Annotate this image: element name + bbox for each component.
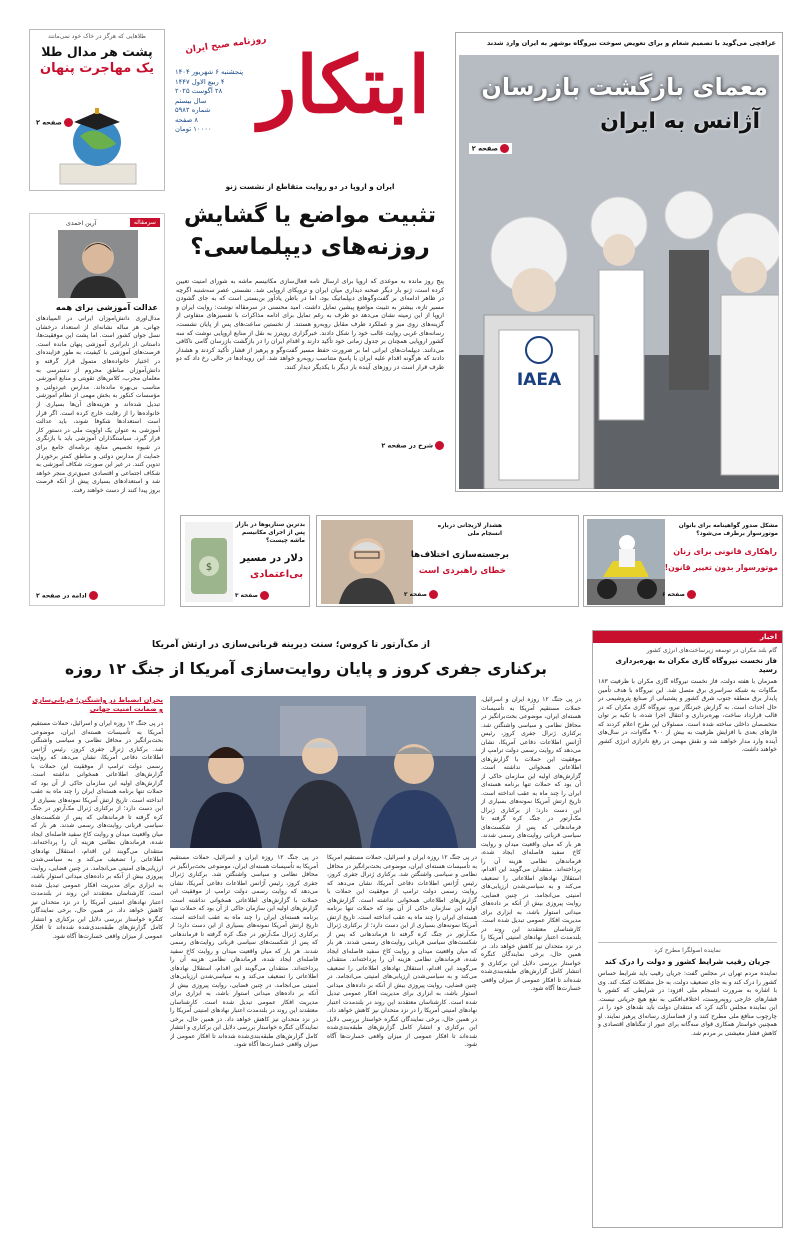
feature-col-middle-left: در پی جنگ ۱۲ روزه ایران و اسرائیل، حملات مستقیم آمریکا به تأسیسات هسته‌ای ایران، موضوعی بحث‌برانگیز در محافل نظامی و سیاسی واشنگتن شد. برکناری ژنرال جفری کروز، رئیس آژانس اطلاعات دفاعی آمریکا، نشان می‌دهد که روایت رسمی دولت ترامپ از موفقیت این حملات با گزارش‌های اطلاعاتی همخوانی نداشته است. گزارش‌های اولیه این سازمان حاکی از آن بود که حملات تنها برنامه هسته‌ای ایران را چند ماه به عقب انداخته است. تاریخ ارتش آمریکا نمونه‌های بسیاری از این دست دارد؛ از برکناری ژنرال مک‌آرتور در جنگ کره گرفته تا فرماندهانی که پس از شکست‌های سیاسی قربانی روایت‌های رسمی شدند. هر بار که میان واقعیت میدان و روایت کاخ سفید فاصله‌ای ایجاد شده، فرماندهان نظامی هزینه آن را پرداخته‌اند. منتقدان می‌گویند این اقدام، استقلال نهادهای اطلاعاتی را تضعیف می‌کند و به سیاسی‌شدن ارزیابی‌های امنیتی می‌انجامد. در چنین فضایی، روایت پیروزی بیش از آنکه بر داده‌های میدانی استوار باشد، به ابزاری برای مدیریت افکار عمومی تبدیل شده است. کارشناسان معتقدند این روند در بلندمدت اعتبار نهادهای امنیتی آمریکا را در نزد متحدان نیز کاهش خواهد داد. در همین حال، برخی نمایندگان کنگره خواستار بررسی دلایل این برکناری و انتشار کامل گزارش‌های طبقه‌بندی‌شده شده‌اند تا افکار عمومی از میزان واقعی خسارت‌ها آگاه شود. (170, 854, 318, 1048)
news-column (592, 630, 783, 1228)
column-title: عدالت آموزشی برای همه (55, 302, 158, 312)
news-item-2-title: جریان رقیب شرایط کشور و دولت را درک کند (604, 957, 771, 966)
news-item-1-body: همزمان با هفته دولت، فاز نخست نیروگاه گازی مکران با ظرفیت ۱۸۳ مگاوات به شبکه سراسری برق متصل شد. این نیروگاه با هدف تأمین پایدار برق منطقه جنوب شرق کشور و پشتیبانی از صنایع پتروشیمی در حال احداث است. به گزارش خبرنگار نیرو، نیروگاه گازی مکران که در قالب قرارداد ساخت، بهره‌برداری و انتقال اجرا شده، با تکیه بر توان متخصصان داخلی ساخته شده است. مسئولان این طرح اعلام کردند که فازهای بعدی با افزایش ظرفیت به بیش از ۹۰۰ مگاوات، در سال‌های آینده وارد مدار خواهند شد و نقش مهمی در رفع ناترازی انرژی کشور خواهند داشت. (598, 678, 777, 753)
teaser-motorcycle[interactable] (583, 515, 783, 607)
column-body: مدال‌آوری دانش‌آموزان ایرانی در المپیادهای جهانی، هر ساله نشانه‌ای از استعداد درخشان نسل جوان کشور است. اما پشت این موفقیت‌ها، داستانی از نابرابری آموزشی پنهان مانده است. فرصت‌های آموزشی با کیفیت، به طور فزاینده‌ای در اختیار خانواده‌های متمول قرار گرفته و دانش‌آموزان مناطق محروم از دسترسی به معلمان مجرب، کلاس‌های تقویتی و منابع آموزشی مناسب بی‌بهره مانده‌اند. مدارس غیردولتی و مؤسسات کنکور به بخش مهمی از نظام آموزشی تبدیل شده‌اند و هزینه‌های آن‌ها بسیاری از خانواده‌ها را از رقابت خارج کرده است. اگر قرار است استعدادها شکوفا شوند، باید عدالت آموزشی به عنوان یک اولویت ملی در دستور کار قرار گیرد. سیاستگذاران آموزشی باید با بازنگری در شیوه تخصیص منابع، برنامه‌ای جامع برای حمایت از مدارس دولتی و مناطق کمتر برخوردار تدوین کنند. در غیر این صورت، شکاف آموزشی به شکاف اجتماعی و اقتصادی عمیق‌تری منجر خواهد شد و استعدادهای بسیاری پیش از آنکه فرصت بروز پیدا کنند از دست خواهند رفت. (36, 315, 160, 494)
news-header: اخبار (593, 631, 782, 643)
masthead-slogan: روزنامه صبح ایران (184, 34, 268, 56)
feature-quote: بحران انضباط در واشنگتن؛ قربانی‌سازی و ضمانت امنیت جهانی (32, 696, 163, 713)
svg-text:$: $ (205, 562, 213, 573)
column-more: ادامه در صفحه ۲ (36, 591, 98, 600)
promo-box-migration[interactable] (29, 29, 165, 191)
feature-photo (170, 696, 476, 848)
page-dot-icon (435, 441, 444, 450)
feature-col-left (31, 696, 163, 1216)
masthead-info (175, 68, 255, 135)
teaser-2-page: صفحه ۲ (404, 590, 438, 599)
lead-sup: ایران و اروپا در دو روایت متقاطع از نشست ژنو (225, 182, 395, 191)
page-count: ۸ صفحه (175, 115, 199, 124)
news-item-2[interactable] (593, 947, 782, 1228)
teaser-2-title-2: خطای راهبردی است (418, 566, 506, 576)
larijani-photo (321, 520, 413, 604)
issue-number: شماره ۵۹۸۲ (175, 106, 211, 114)
promo-title-1: پشت هر مدال طلا (41, 44, 153, 59)
teaser-1-sup: بدترین سناریوها در بازار پس از اجرای مکانیسم ماشه چیست؟ (235, 522, 305, 544)
page-dot-icon (260, 591, 269, 600)
feature-title: برکناری جفری کروز و پایان روایت‌سازی آمریکا از جنگ ۱۲ روزه (65, 660, 547, 678)
hero-title-1: معمای بازگشت بازرسان (481, 73, 768, 101)
hero-sup: عراقچی می‌گوید با تصمیم شعام و برای تعویض سوخت نیروگاه بوشهر به ایران وارد شدند (486, 39, 776, 47)
teaser-1-title-2: بی‌اعتمادی (250, 569, 303, 580)
lead-story[interactable] (176, 182, 444, 500)
page-dot-icon (687, 590, 696, 599)
promo-title-2: یک مهاجرت پنهان (39, 61, 155, 76)
editorial-column[interactable] (29, 213, 165, 606)
author-avatar (58, 230, 138, 298)
teaser-2-sup: هشدار لاریجانی درباره انسجام ملی (437, 523, 502, 537)
teaser-dollar[interactable] (180, 515, 310, 607)
feature-article[interactable] (31, 640, 581, 1225)
hero-page-ref: صفحه ۲ (469, 143, 512, 154)
teaser-3-page: صفحه ۶ (662, 590, 696, 599)
teaser-1-page: صفحه ۳ (235, 591, 269, 600)
date-gregorian: ۲۸ آگوست ۲۰۲۵ (175, 87, 223, 95)
page-dot-icon (500, 144, 509, 153)
teaser-1-title: دلار در مسیر (240, 553, 303, 564)
teaser-3-title: راهکاری قانونی برای زنان (673, 547, 777, 556)
news-item-1-title: فاز نخست نیروگاه گازی مکران به بهره‌برداری رسید (615, 656, 777, 674)
date-hijri: ۴ ربیع الاول ۱۴۴۷ (175, 77, 225, 86)
news-item-1[interactable] (593, 643, 782, 938)
year-label: سال بیستم (175, 96, 207, 105)
column-author: آرین احمدی (66, 220, 97, 227)
globe-illustration (52, 100, 142, 188)
news-item-2-sup: نماینده اصولگرا مطرح کرد (654, 947, 721, 954)
teaser-3-title-2: موتورسوار بدون تغییر قانون! (664, 563, 778, 572)
date-persian: پنجشنبه ۶ شهریور ۱۴۰۴ (175, 68, 244, 76)
teaser-3-sup: مشکل صدور گواهینامه برای بانوان موتورسوار برطرف می‌شود؟ (678, 523, 778, 537)
news-divider (598, 942, 777, 943)
lead-title-2: روزنه‌های دیپلماسی؟ (190, 234, 430, 260)
news-item-1-sup: گام بلند مکران در توسعه زیرساخت‌های انرژی کشور (646, 647, 777, 654)
masthead (175, 26, 440, 176)
column-label: سرمقاله (130, 218, 160, 227)
lead-title-1: تثبیت مواضع یا گشایش (183, 203, 437, 228)
page-dot-icon (89, 591, 98, 600)
motorcycle-photo (587, 519, 665, 605)
dollar-photo (185, 522, 233, 602)
promo-page-ref: صفحه ۲ (36, 118, 73, 127)
feature-col-middle-right: در پی جنگ ۱۲ روزه ایران و اسرائیل، حملات مستقیم آمریکا به تأسیسات هسته‌ای ایران، موضوعی بحث‌برانگیز در محافل نظامی و سیاسی واشنگتن شد. برکناری ژنرال جفری کروز، رئیس آژانس اطلاعات دفاعی آمریکا، نشان می‌دهد که روایت رسمی دولت ترامپ از موفقیت این حملات با گزارش‌های اطلاعاتی همخوانی نداشته است. گزارش‌های اولیه این سازمان حاکی از آن بود که حملات تنها برنامه هسته‌ای ایران را چند ماه به عقب انداخته است. تاریخ ارتش آمریکا نمونه‌های بسیاری از این دست دارد؛ از برکناری ژنرال مک‌آرتور در جنگ کره گرفته تا فرماندهانی که پس از شکست‌های سیاسی قربانی روایت‌های رسمی شدند. هر بار که میان واقعیت میدان و روایت کاخ سفید فاصله‌ای ایجاد شده، فرماندهان نظامی هزینه آن را پرداخته‌اند. منتقدان می‌گویند این اقدام، استقلال نهادهای اطلاعاتی را تضعیف می‌کند و به سیاسی‌شدن ارزیابی‌های امنیتی می‌انجامد. در چنین فضایی، روایت پیروزی بیش از آنکه بر داده‌های میدانی استوار باشد، به ابزاری برای مدیریت افکار عمومی تبدیل شده است. کارشناسان معتقدند این روند در بلندمدت اعتبار نهادهای امنیتی آمریکا را در نزد متحدان نیز کاهش خواهد داد. در همین حال، برخی نمایندگان کنگره خواستار بررسی دلایل این برکناری و انتشار کامل گزارش‌های طبقه‌بندی‌شده شده‌اند تا افکار عمومی از میزان واقعی خسارت‌ها آگاه شود. (327, 854, 477, 1048)
svg-text:IAEA: IAEA (516, 370, 562, 390)
teaser-larijani[interactable] (316, 515, 579, 607)
hero-title-2: آژانس به ایران (600, 109, 760, 134)
hero-story[interactable] (455, 32, 783, 492)
promo-sup: طلاهایی که هرگز در خاک خود نمی‌مانند (48, 33, 146, 40)
lead-more: شرح در صفحه ۲ (176, 441, 444, 450)
page-dot-icon (64, 118, 73, 127)
feature-col-right: در پی جنگ ۱۲ روزه ایران و اسرائیل، حملات مستقیم آمریکا به تأسیسات هسته‌ای ایران، موضوعی بحث‌برانگیز در محافل نظامی و سیاسی واشنگتن شد. برکناری ژنرال جفری کروز، رئیس آژانس اطلاعات دفاعی آمریکا، نشان می‌دهد که روایت رسمی دولت ترامپ از موفقیت این حملات با گزارش‌های اطلاعاتی همخوانی نداشته است. گزارش‌های اولیه این سازمان حاکی از آن بود که حملات تنها برنامه هسته‌ای ایران را چند ماه به عقب انداخته است. تاریخ ارتش آمریکا نمونه‌های بسیاری از این دست دارد؛ از برکناری ژنرال مک‌آرتور در جنگ کره گرفته تا فرماندهانی که پس از شکست‌های سیاسی قربانی روایت‌های رسمی شدند. هر بار که میان واقعیت میدان و روایت کاخ سفید فاصله‌ای ایجاد شده، فرماندهان نظامی هزینه آن را پرداخته‌اند. منتقدان می‌گویند این اقدام، استقلال نهادهای اطلاعاتی را تضعیف می‌کند و به سیاسی‌شدن ارزیابی‌های امنیتی می‌انجامد. در چنین فضایی، روایت پیروزی بیش از آنکه بر داده‌های میدانی استوار باشد، به ابزاری برای مدیریت افکار عمومی تبدیل شده است. کارشناسان معتقدند این روند در بلندمدت اعتبار نهادهای امنیتی آمریکا را در نزد متحدان نیز کاهش خواهد داد. در همین حال، برخی نمایندگان کنگره خواستار بررسی دلایل این برکناری و انتشار کامل گزارش‌های طبقه‌بندی‌شده شده‌اند تا افکار عمومی از میزان واقعی خسارت‌ها آگاه شود. (481, 696, 581, 992)
feature-sup: از مک‌آرتور تا کروس؛ سنت دیرینه قربانی‌سازی در ارتش آمریکا (152, 640, 430, 650)
teaser-2-title: برجسته‌سازی اختلاف‌ها (410, 550, 509, 560)
feature-col-left-body: در پی جنگ ۱۲ روزه ایران و اسرائیل، حملات مستقیم آمریکا به تأسیسات هسته‌ای ایران، موضوعی بحث‌برانگیز در محافل نظامی و سیاسی واشنگتن شد. برکناری ژنرال جفری کروز، رئیس آژانس اطلاعات دفاعی آمریکا، نشان می‌دهد که روایت رسمی دولت ترامپ از موفقیت این حملات با گزارش‌های اطلاعاتی همخوانی نداشته است. گزارش‌های اولیه این سازمان حاکی از آن بود که حملات تنها برنامه هسته‌ای ایران را چند ماه به عقب انداخته است. تاریخ ارتش آمریکا نمونه‌های بسیاری از این دست دارد؛ از برکناری ژنرال مک‌آرتور در جنگ کره گرفته تا فرماندهانی که پس از شکست‌های سیاسی قربانی روایت‌های رسمی شدند. هر بار که میان واقعیت میدان و روایت کاخ سفید فاصله‌ای ایجاد شده، فرماندهان نظامی هزینه آن را پرداخته‌اند. منتقدان می‌گویند این اقدام، استقلال نهادهای اطلاعاتی را تضعیف می‌کند و به سیاسی‌شدن ارزیابی‌های امنیتی می‌انجامد. در چنین فضایی، روایت پیروزی بیش از آنکه بر داده‌های میدانی استوار باشد، به ابزاری برای مدیریت افکار عمومی تبدیل شده است. کارشناسان معتقدند این روند در بلندمدت اعتبار نهادهای امنیتی آمریکا را در نزد متحدان نیز کاهش خواهد داد. در همین حال، برخی نمایندگان کنگره خواستار بررسی دلایل این برکناری و انتشار کامل گزارش‌های طبقه‌بندی‌شده شده‌اند تا افکار عمومی از میزان واقعی خسارت‌ها آگاه شود. (31, 720, 163, 940)
page-dot-icon (429, 590, 438, 599)
price: ۱۰۰۰۰ تومان (175, 125, 212, 133)
news-item-2-body: نماینده مردم تهران در مجلس گفت: جریان رقیب باید شرایط حساس کشور را درک کند و به جای تضعیف دولت، به حل مشکلات کمک کند. وی با اشاره به ضرورت انسجام ملی افزود: در شرایطی که کشور با فشارهای خارجی روبه‌روست، اختلاف‌افکنی به نفع هیچ جریانی نیست. این نماینده مجلس تأکید کرد که منتقدان دولت باید نقدهای خود را در چارچوب منافع ملی مطرح کنند و از فضاسازی رسانه‌ای پرهیز نمایند. او همچنین خواستار همکاری قوای سه‌گانه برای عبور از تنگناهای اقتصادی و کاهش فشار معیشتی بر مردم شد. (598, 970, 777, 1037)
lead-body: پنج روز مانده به موعدی که اروپا برای ارسال نامه فعال‌سازی مکانیسم ماشه به شورای امنیت تعیین کرده است، ژنو بار دیگر صحنه دیداری میان ایران و ترویکای اروپایی شد. نشستی عصر سه‌شنبه اگرچه در ظاهر ادامه‌ای بر گفت‌وگوهای دیپلماتیک بود، اما در باطن یادآور بن‌بستی است که به جای گشودن مسیر تازه، بیشتر به تثبیت مواضع پیشین تمایل داشت. امید محسنی در سرمقاله نوشت: روایت ایران و اروپا از این زمینه نشان می‌دهد دو طرف به رغم تمایل برای ادامه مذاکرات با تفسیرهای متفاوتی از گزینه‌های روی میز و عملکرد طرف مقابل روبه‌رو هستند. از نخستین ساعت‌های پس از پایان نشست، رسانه‌های غربی روایت غالب خود را شکل دادند. خبرگزاری رویترز به نقل از منابع اروپایی نوشت که سه کشور اروپایی همچنان بر جدول زمانی خود تأکید دارند و اقدام ایران را در بازگشت بازرسان گامی ناکافی می‌دانند. دیپلمات‌های ایرانی اما بر ضرورت حفظ مسیر گفت‌وگو و پرهیز از فشار تأکید کردند و هشدار دادند که هرگونه اقدام علیه ایران با پاسخ متناسب روبه‌رو خواهد شد. این رویدادها در حالی رخ داد که دو طرف قرار است در روزهای آینده بار دیگر با یکدیگر دیدار کنند. (176, 278, 444, 371)
masthead-logo: ابتکار (258, 40, 430, 131)
